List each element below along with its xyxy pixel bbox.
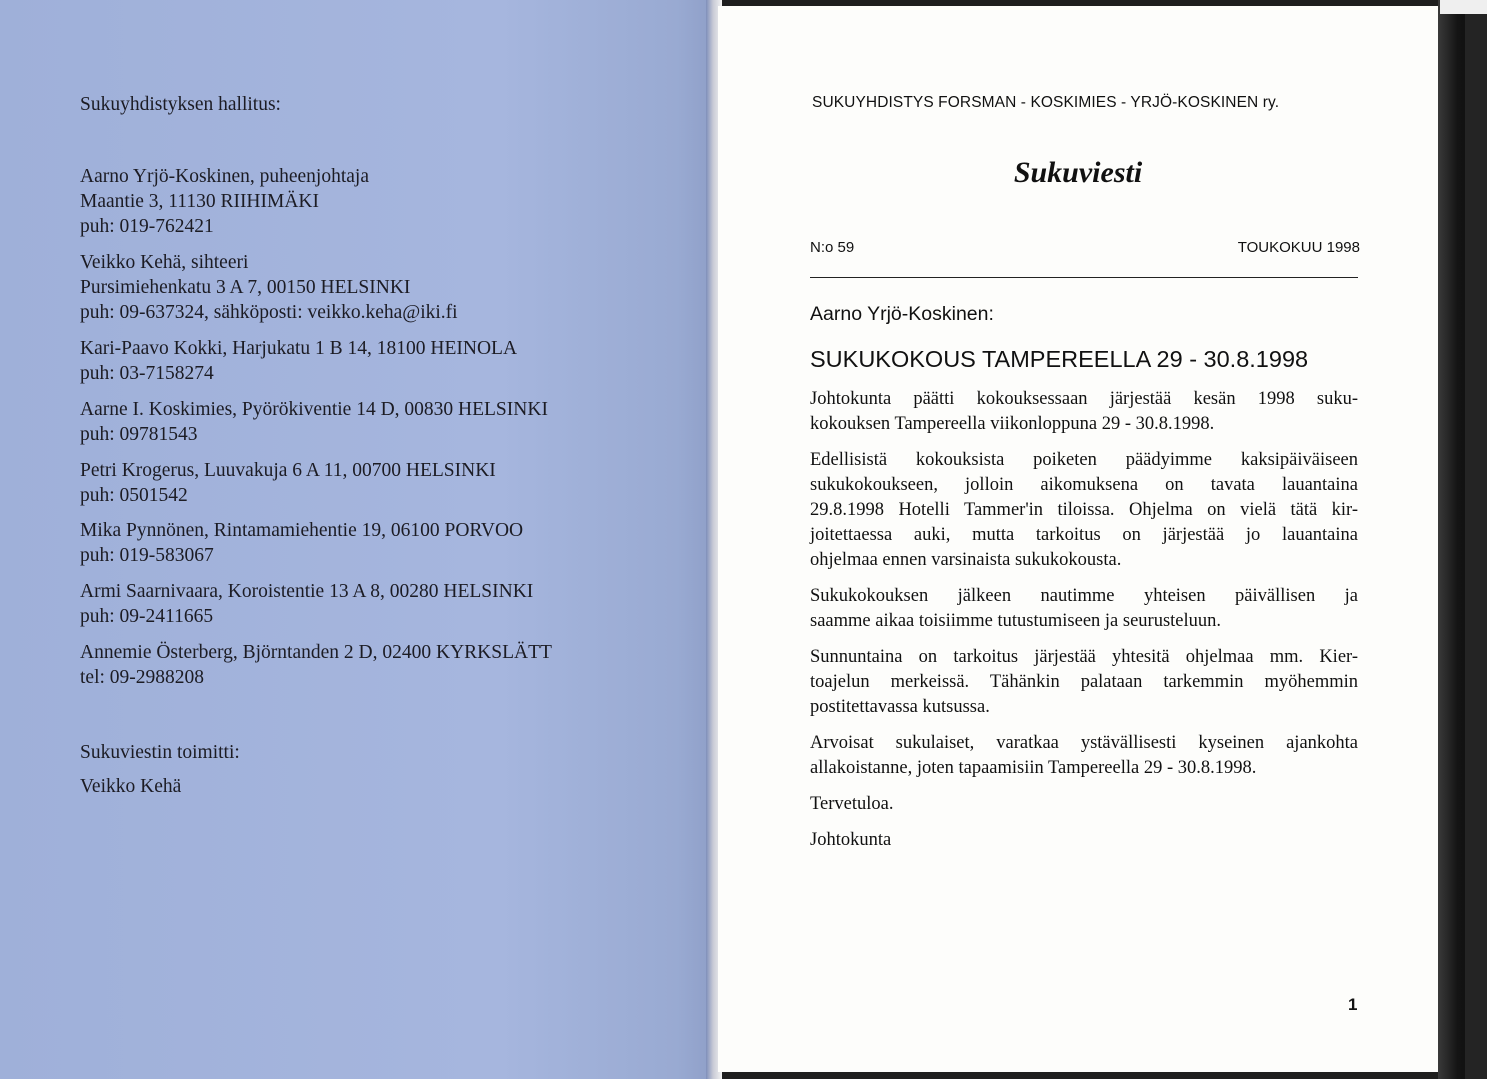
text-line: toajelun merkeissä. Tähänkin palataan tarkemmin myöhemmin xyxy=(810,672,1358,692)
text-line: Johtokunta päätti kokouksessaan järjestää kesän 1998 suku- xyxy=(810,389,1358,409)
issue-date: TOUKOKUU 1998 xyxy=(1237,239,1360,256)
text-line: ohjelmaa ennen varsinaista sukukokousta. xyxy=(810,550,1122,570)
member-line: Kari-Paavo Kokki, Harjukatu 1 B 14, 18100 HEINOLA xyxy=(80,338,518,359)
text-line: saamme aikaa toisiimme tutustumiseen ja seurusteluun. xyxy=(810,611,1222,631)
text-line: Arvoisat sukulaiset, varatkaa ystävällisesti kyseinen ajankohta xyxy=(810,733,1358,753)
text-line: sukukokoukseen, jolloin aikomuksena on tavata lauantaina xyxy=(810,475,1358,495)
member-line: Maantie 3, 11130 RIIHIMÄKI xyxy=(80,191,320,212)
editor-name xyxy=(80,774,181,799)
text-line: postitettavassa kutsussa. xyxy=(810,697,990,717)
member-line: Aarne I. Koskimies, Pyörökiventie 14 D, 00830 HELSINKI xyxy=(80,399,548,420)
association-header: SUKUYHDISTYS FORSMAN - KOSKIMIES - YRJÖ-KOSKINEN ry. xyxy=(812,94,1280,111)
paragraph-signature xyxy=(810,828,1358,853)
paragraph-greeting xyxy=(810,792,1358,817)
member-line: puh: 0501542 xyxy=(80,485,188,506)
text-line: Johtokunta xyxy=(810,830,892,850)
board-member-3 xyxy=(80,336,517,386)
board-member-4 xyxy=(80,397,548,447)
right-page xyxy=(718,6,1438,1072)
text-line: Sunnuntaina on tarkoitus järjestää yhtesitä ohjelmaa mm. Kier- xyxy=(810,647,1358,667)
issue-number: N:o 59 xyxy=(810,239,855,256)
paragraph-1 xyxy=(810,387,1358,437)
member-line: Aarno Yrjö-Koskinen, puheenjohtaja xyxy=(80,166,369,187)
article-author: Aarno Yrjö-Koskinen: xyxy=(810,303,994,325)
paragraph-5 xyxy=(810,731,1358,781)
text-line: Edellisistä kokouksista poiketen päädyimme kaksipäiväiseen xyxy=(810,450,1358,470)
board-heading-text: Sukuyhdistyksen hallitus: xyxy=(80,94,281,115)
paragraph-3 xyxy=(810,584,1358,634)
member-line: Pursimiehenkatu 3 A 7, 00150 HELSINKI xyxy=(80,277,411,298)
scanner-edge-top xyxy=(1440,0,1487,14)
paragraph-2 xyxy=(810,448,1358,573)
member-line: puh: 019-583067 xyxy=(80,545,214,566)
text-line: Tervetuloa. xyxy=(810,794,894,814)
member-line: Annemie Österberg, Björntanden 2 D, 02400 KYRKSLÄTT xyxy=(80,642,552,663)
member-line: puh: 09-637324, sähköposti: veikko.keha@iki.fi xyxy=(80,302,458,323)
member-line: Veikko Kehä, sihteeri xyxy=(80,252,249,273)
paragraph-4 xyxy=(810,645,1358,720)
board-member-8 xyxy=(80,640,552,690)
text-line: allakoistanne, joten tapaamisiin Tampereella 29 - 30.8.1998. xyxy=(810,758,1257,778)
member-line: puh: 09-2411665 xyxy=(80,606,214,627)
left-page xyxy=(0,0,712,1079)
editor-heading xyxy=(80,740,240,765)
board-heading xyxy=(80,92,281,117)
member-line: puh: 03-7158274 xyxy=(80,363,214,384)
member-line: Petri Krogerus, Luuvakuja 6 A 11, 00700 HELSINKI xyxy=(80,460,496,481)
board-member-1 xyxy=(80,164,369,239)
scanner-edge-band xyxy=(1465,0,1487,1079)
member-line: Armi Saarnivaara, Koroistentie 13 A 8, 00280 HELSINKI xyxy=(80,581,534,602)
text-line: joitettaessa auki, mutta tarkoitus on järjestää jo lauantaina xyxy=(810,525,1358,545)
member-line: puh: 019-762421 xyxy=(80,216,214,237)
board-member-7 xyxy=(80,579,533,629)
member-line: puh: 09781543 xyxy=(80,424,198,445)
article-headline: SUKUKOKOUS TAMPEREELLA 29 - 30.8.1998 xyxy=(810,346,1309,372)
newsletter-title: Sukuviesti xyxy=(1013,156,1143,189)
editor-heading-text: Sukuviestin toimitti: xyxy=(80,742,240,763)
article-body xyxy=(810,387,1358,864)
board-member-6 xyxy=(80,518,523,568)
member-line: tel: 09-2988208 xyxy=(80,667,205,688)
text-line: Sukukokouksen jälkeen nautimme yhteisen päivällisen ja xyxy=(810,586,1358,606)
page-number: 1 xyxy=(1348,995,1358,1014)
member-line: Mika Pynnönen, Rintamamiehentie 19, 06100 PORVOO xyxy=(80,520,524,541)
header-rule xyxy=(810,277,1358,278)
editor-name-text: Veikko Kehä xyxy=(80,776,182,797)
text-line: 29.8.1998 Hotelli Tammer'in tiloissa. Ohjelma on vielä tätä kir- xyxy=(810,500,1358,520)
board-member-2 xyxy=(80,250,458,325)
text-line: kokouksen Tampereella viikonloppuna 29 - 30.8.1998. xyxy=(810,414,1215,434)
board-member-5 xyxy=(80,458,496,508)
